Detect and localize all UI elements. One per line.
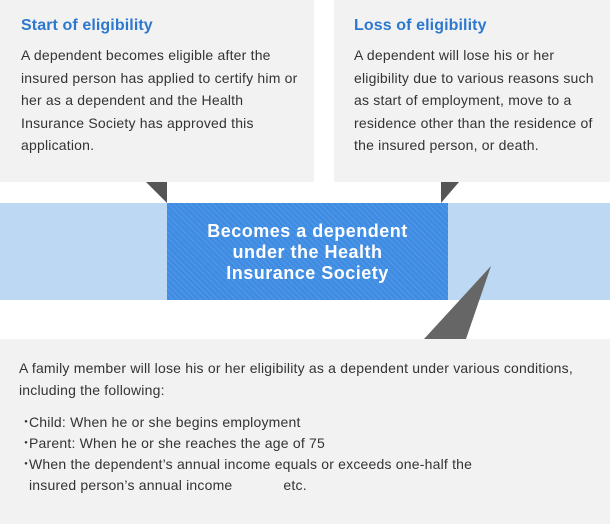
loss-of-eligibility-box [334,0,610,182]
condition-income-line-1: When the dependent’s annual income equals or exceeds one-half the [29,456,473,472]
condition-parent-text: Parent: When he or she reaches the age of 75 [29,435,325,451]
start-of-eligibility-title: Start of eligibility [21,17,153,34]
start-box-pointer [146,182,167,203]
condition-child [19,412,598,433]
dependent-status-box [167,203,448,300]
bullet-mark: ・ [19,414,34,430]
condition-child-text: Child: When he or she begins employment [29,414,301,430]
condition-income [19,454,598,496]
start-of-eligibility-text: A dependent becomes eligible after the insured person has applied to certify him or her as a dependent and the Health Insurance Society has approved this application. [21,47,298,153]
bullet-mark: ・ [19,435,34,451]
loss-conditions-box [0,339,610,524]
loss-conditions-list [19,412,598,496]
loss-of-eligibility-title: Loss of eligibility [354,17,487,34]
condition-income-line-2-wrapper [29,475,598,496]
condition-income-line-2: insured person’s annual income [29,477,233,493]
loss-box-pointer [441,182,459,203]
loss-of-eligibility-text: A dependent will lose his or her eligibility due to various reasons such as start of employment, move to a residence other than the residence of the insured person, or death. [354,47,594,153]
bullet-mark: ・ [19,456,34,472]
loss-conditions-intro: A family member will lose his or her eligibility as a dependent under various conditions, including the following: [19,360,573,398]
dependent-status-text: Becomes a dependent under the Health Insurance Society [207,220,408,283]
condition-income-etc: etc. [283,477,307,493]
start-of-eligibility-box [0,0,314,182]
condition-parent [19,433,598,454]
